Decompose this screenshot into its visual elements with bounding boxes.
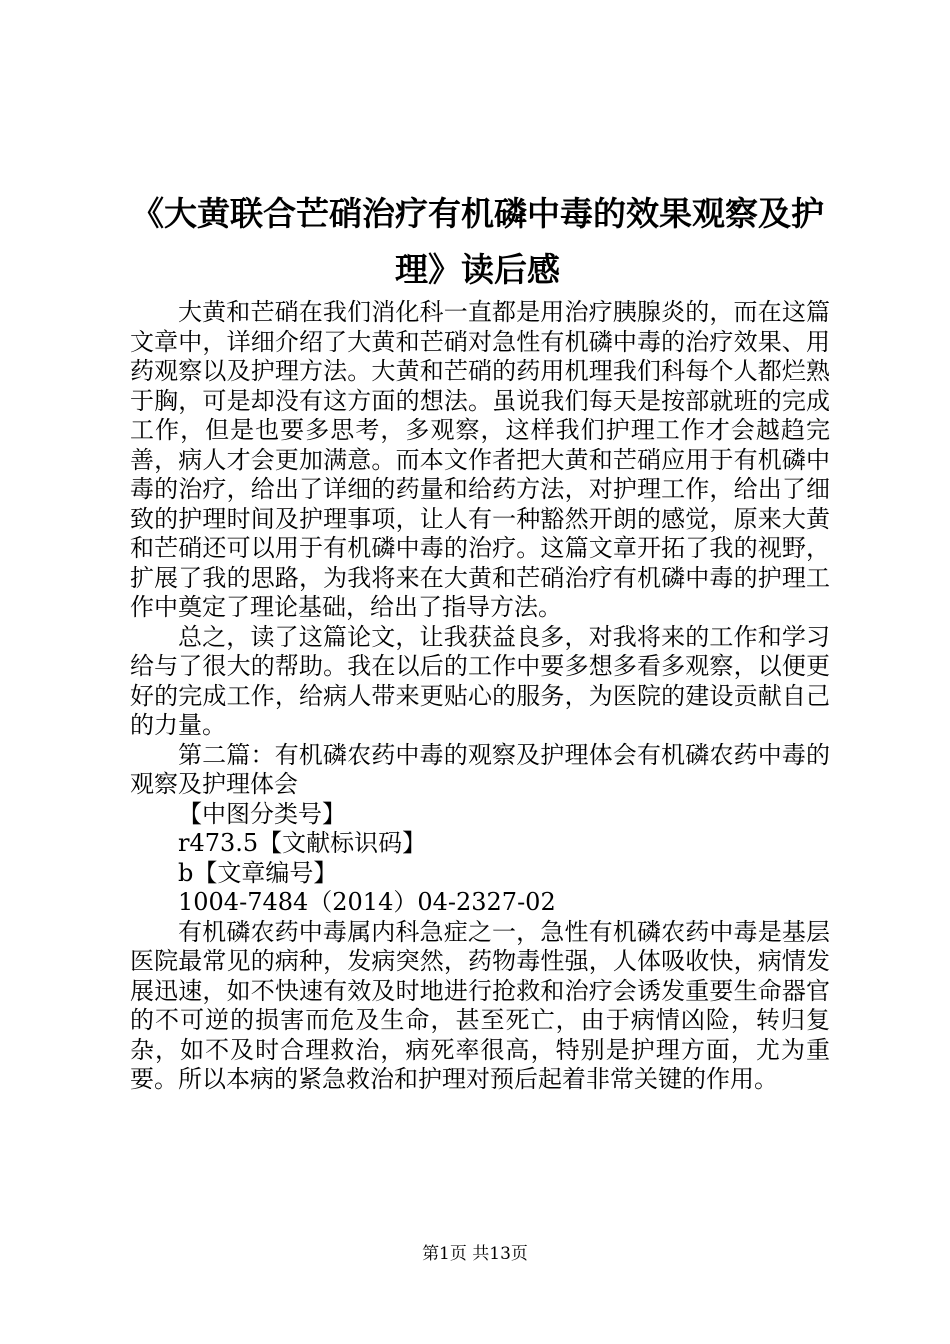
page-number-footer: 第1页 共13页 (422, 1244, 528, 1264)
paragraph-2: 总之，读了这篇论文，让我获益良多，对我将来的工作和学习给与了很大的帮助。我在以后的工作中要多想多看多观察，以便更好的完成工作，给病人带来更贴心的服务，为医院的建设贡献自己的力量。 (130, 622, 830, 739)
article-number-value: 1004-7484（2014）04-2327-02 (178, 888, 556, 916)
classification-number-label: 【中图分类号】 (178, 799, 346, 828)
document-title: 《大黄联合芒硝治疗有机磷中毒的效果观察及护理》读后感 (131, 194, 824, 289)
document-body (130, 298, 830, 1095)
paragraph-3: 有机磷农药中毒属内科急症之一，急性有机磷农药中毒是基层医院最常见的病种，发病突然，药物毒性强，人体吸收快，病情发展迅速，如不快速有效及时地进行抢救和治疗会诱发重要生命器官的不可逆的损害而危及生命，甚至死亡，由于病情凶险，转归复杂，如不及时合理救治，病死率很高，特别是护理方面，尤为重要。所以本病的紧急救治和护理对预后起着非常关键的作用。 (130, 917, 830, 1093)
section-heading-part-two: 第二篇：有机磷农药中毒的观察及护理体会有机磷农药中毒的观察及护理体会 (130, 740, 830, 798)
article-number-line: b【文章编号】 (178, 858, 338, 887)
document-code-line: r473.5【文献标识码】 (178, 829, 427, 857)
paragraph-1: 大黄和芒硝在我们消化科一直都是用治疗胰腺炎的，而在这篇文章中，详细介绍了大黄和芒硝对急性有机磷中毒的治疗效果、用药观察以及护理方法。大黄和芒硝的药用机理我们科每个人都烂熟于胸，可是却没有这方面的想法。虽说我们每天是按部就班的完成工作，但是也要多思考，多观察，这样我们护理工作才会越趋完善，病人才会更加满意。而本文作者把大黄和芒硝应用于有机磷中毒的治疗，给出了详细的药量和给药方法，对护理工作，给出了细致的护理时间及护理事项，让人有一种豁然开朗的感觉，原来大黄和芒硝还可以用于有机磷中毒的治疗。这篇文章开拓了我的视野，扩展了我的思路，为我将来在大黄和芒硝治疗有机磷中毒的护理工作中奠定了理论基础，给出了指导方法。 (130, 298, 830, 621)
